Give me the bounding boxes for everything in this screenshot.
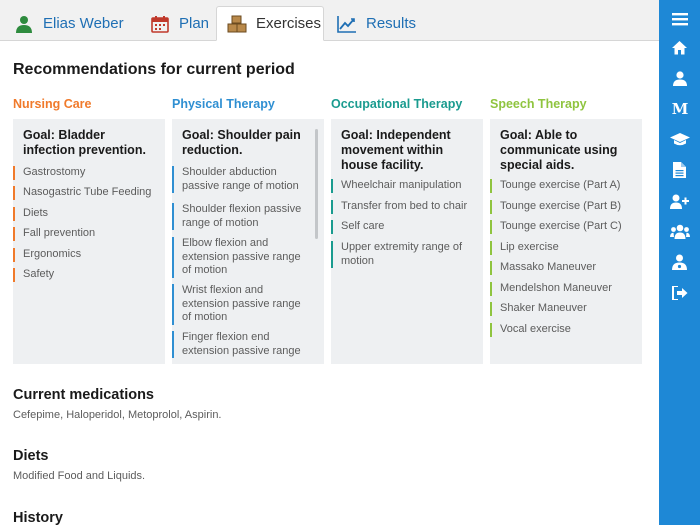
column-title-speech-therapy: Speech Therapy	[490, 97, 587, 111]
list-item[interactable]: Finger flexion end extension passive range	[172, 331, 304, 358]
menu-icon[interactable]	[659, 7, 700, 31]
list-item[interactable]: Lip exercise	[490, 241, 559, 255]
list-item[interactable]: Massako Maneuver	[490, 261, 596, 275]
tab-label: Exercises	[256, 15, 322, 32]
list-item[interactable]: Fall prevention	[13, 227, 95, 241]
list-item[interactable]: Shaker Maneuver	[490, 302, 587, 316]
diets-text: Modified Food and Liquids.	[13, 470, 146, 482]
list-item[interactable]: Tounge exercise (Part C)	[490, 220, 622, 234]
boxes-icon	[227, 14, 247, 34]
tab-exercises[interactable]	[216, 6, 324, 41]
tab-results[interactable]	[337, 6, 416, 41]
list-item[interactable]: Tounge exercise (Part A)	[490, 179, 620, 193]
list-item[interactable]: Mendelshon Maneuver	[490, 282, 612, 296]
card-occupational-therapy	[331, 119, 483, 364]
list-item[interactable]: Wrist flexion and extension passive range of motion	[172, 284, 304, 325]
list-item[interactable]: Vocal exercise	[490, 323, 571, 337]
tab-label: Elias Weber	[43, 15, 124, 32]
tab-label: Results	[366, 15, 417, 32]
document-icon[interactable]	[659, 158, 700, 182]
list-item[interactable]: Upper extremity range of motion	[331, 241, 463, 268]
medications-text: Cefepime, Haloperidol, Metoprolol, Aspirin.	[13, 409, 222, 421]
history-title: History	[13, 510, 63, 525]
diets-title: Diets	[13, 448, 49, 464]
home-icon[interactable]	[659, 35, 700, 59]
users-icon[interactable]	[659, 219, 700, 243]
column-title-occupational-therapy: Occupational Therapy	[331, 97, 463, 111]
goal-text: Goal: Bladder infection prevention.	[23, 128, 146, 157]
goal-text: Goal: Able to communicate using special aids.	[500, 128, 618, 172]
doctor-icon[interactable]	[659, 250, 700, 274]
list-item[interactable]: Nasogastric Tube Feeding	[13, 186, 151, 200]
list-item[interactable]: Tounge exercise (Part B)	[490, 200, 621, 214]
medications-title: Current medications	[13, 387, 154, 403]
calendar-icon	[150, 14, 170, 34]
list-item[interactable]: Wheelchair manipulation	[331, 179, 461, 193]
goal-text: Goal: Shoulder pain reduction.	[182, 128, 301, 157]
list-item[interactable]: Elbow flexion and extension passive range of motion	[172, 237, 304, 278]
list-item[interactable]: Shoulder abduction passive range of motion	[172, 166, 304, 193]
user-icon[interactable]	[659, 66, 700, 90]
tab-plan[interactable]	[150, 6, 209, 41]
list-item[interactable]: Self care	[331, 220, 384, 234]
list-item[interactable]: Safety	[13, 268, 54, 282]
page-title: Recommendations for current period	[13, 61, 295, 78]
user-icon	[14, 14, 34, 34]
column-title-physical-therapy: Physical Therapy	[172, 97, 275, 111]
column-title-nursing-care: Nursing Care	[13, 97, 92, 111]
tab-label: Plan	[179, 15, 210, 32]
main-content	[0, 41, 659, 525]
add-user-icon[interactable]	[659, 189, 700, 213]
card-nursing-care	[13, 119, 165, 364]
card-physical-therapy	[172, 119, 324, 364]
list-item[interactable]: Gastrostomy	[13, 166, 85, 180]
list-item[interactable]: Diets	[13, 207, 48, 221]
scrollbar[interactable]	[315, 129, 318, 239]
card-speech-therapy	[490, 119, 642, 364]
sign-out-icon[interactable]	[659, 281, 700, 305]
graduation-cap-icon[interactable]	[659, 127, 700, 151]
list-item[interactable]: Ergonomics	[13, 248, 81, 262]
m-icon[interactable]	[659, 96, 700, 120]
svg-text:M: M	[671, 100, 688, 116]
tab-patient[interactable]	[14, 6, 124, 41]
list-item[interactable]: Shoulder flexion passive range of motion	[172, 203, 304, 230]
top-tab-bar	[0, 0, 659, 41]
right-sidebar	[659, 0, 700, 525]
goal-text: Goal: Independent movement within house facility.	[341, 128, 451, 172]
chart-line-icon	[337, 14, 357, 34]
list-item[interactable]: Transfer from bed to chair	[331, 200, 467, 214]
